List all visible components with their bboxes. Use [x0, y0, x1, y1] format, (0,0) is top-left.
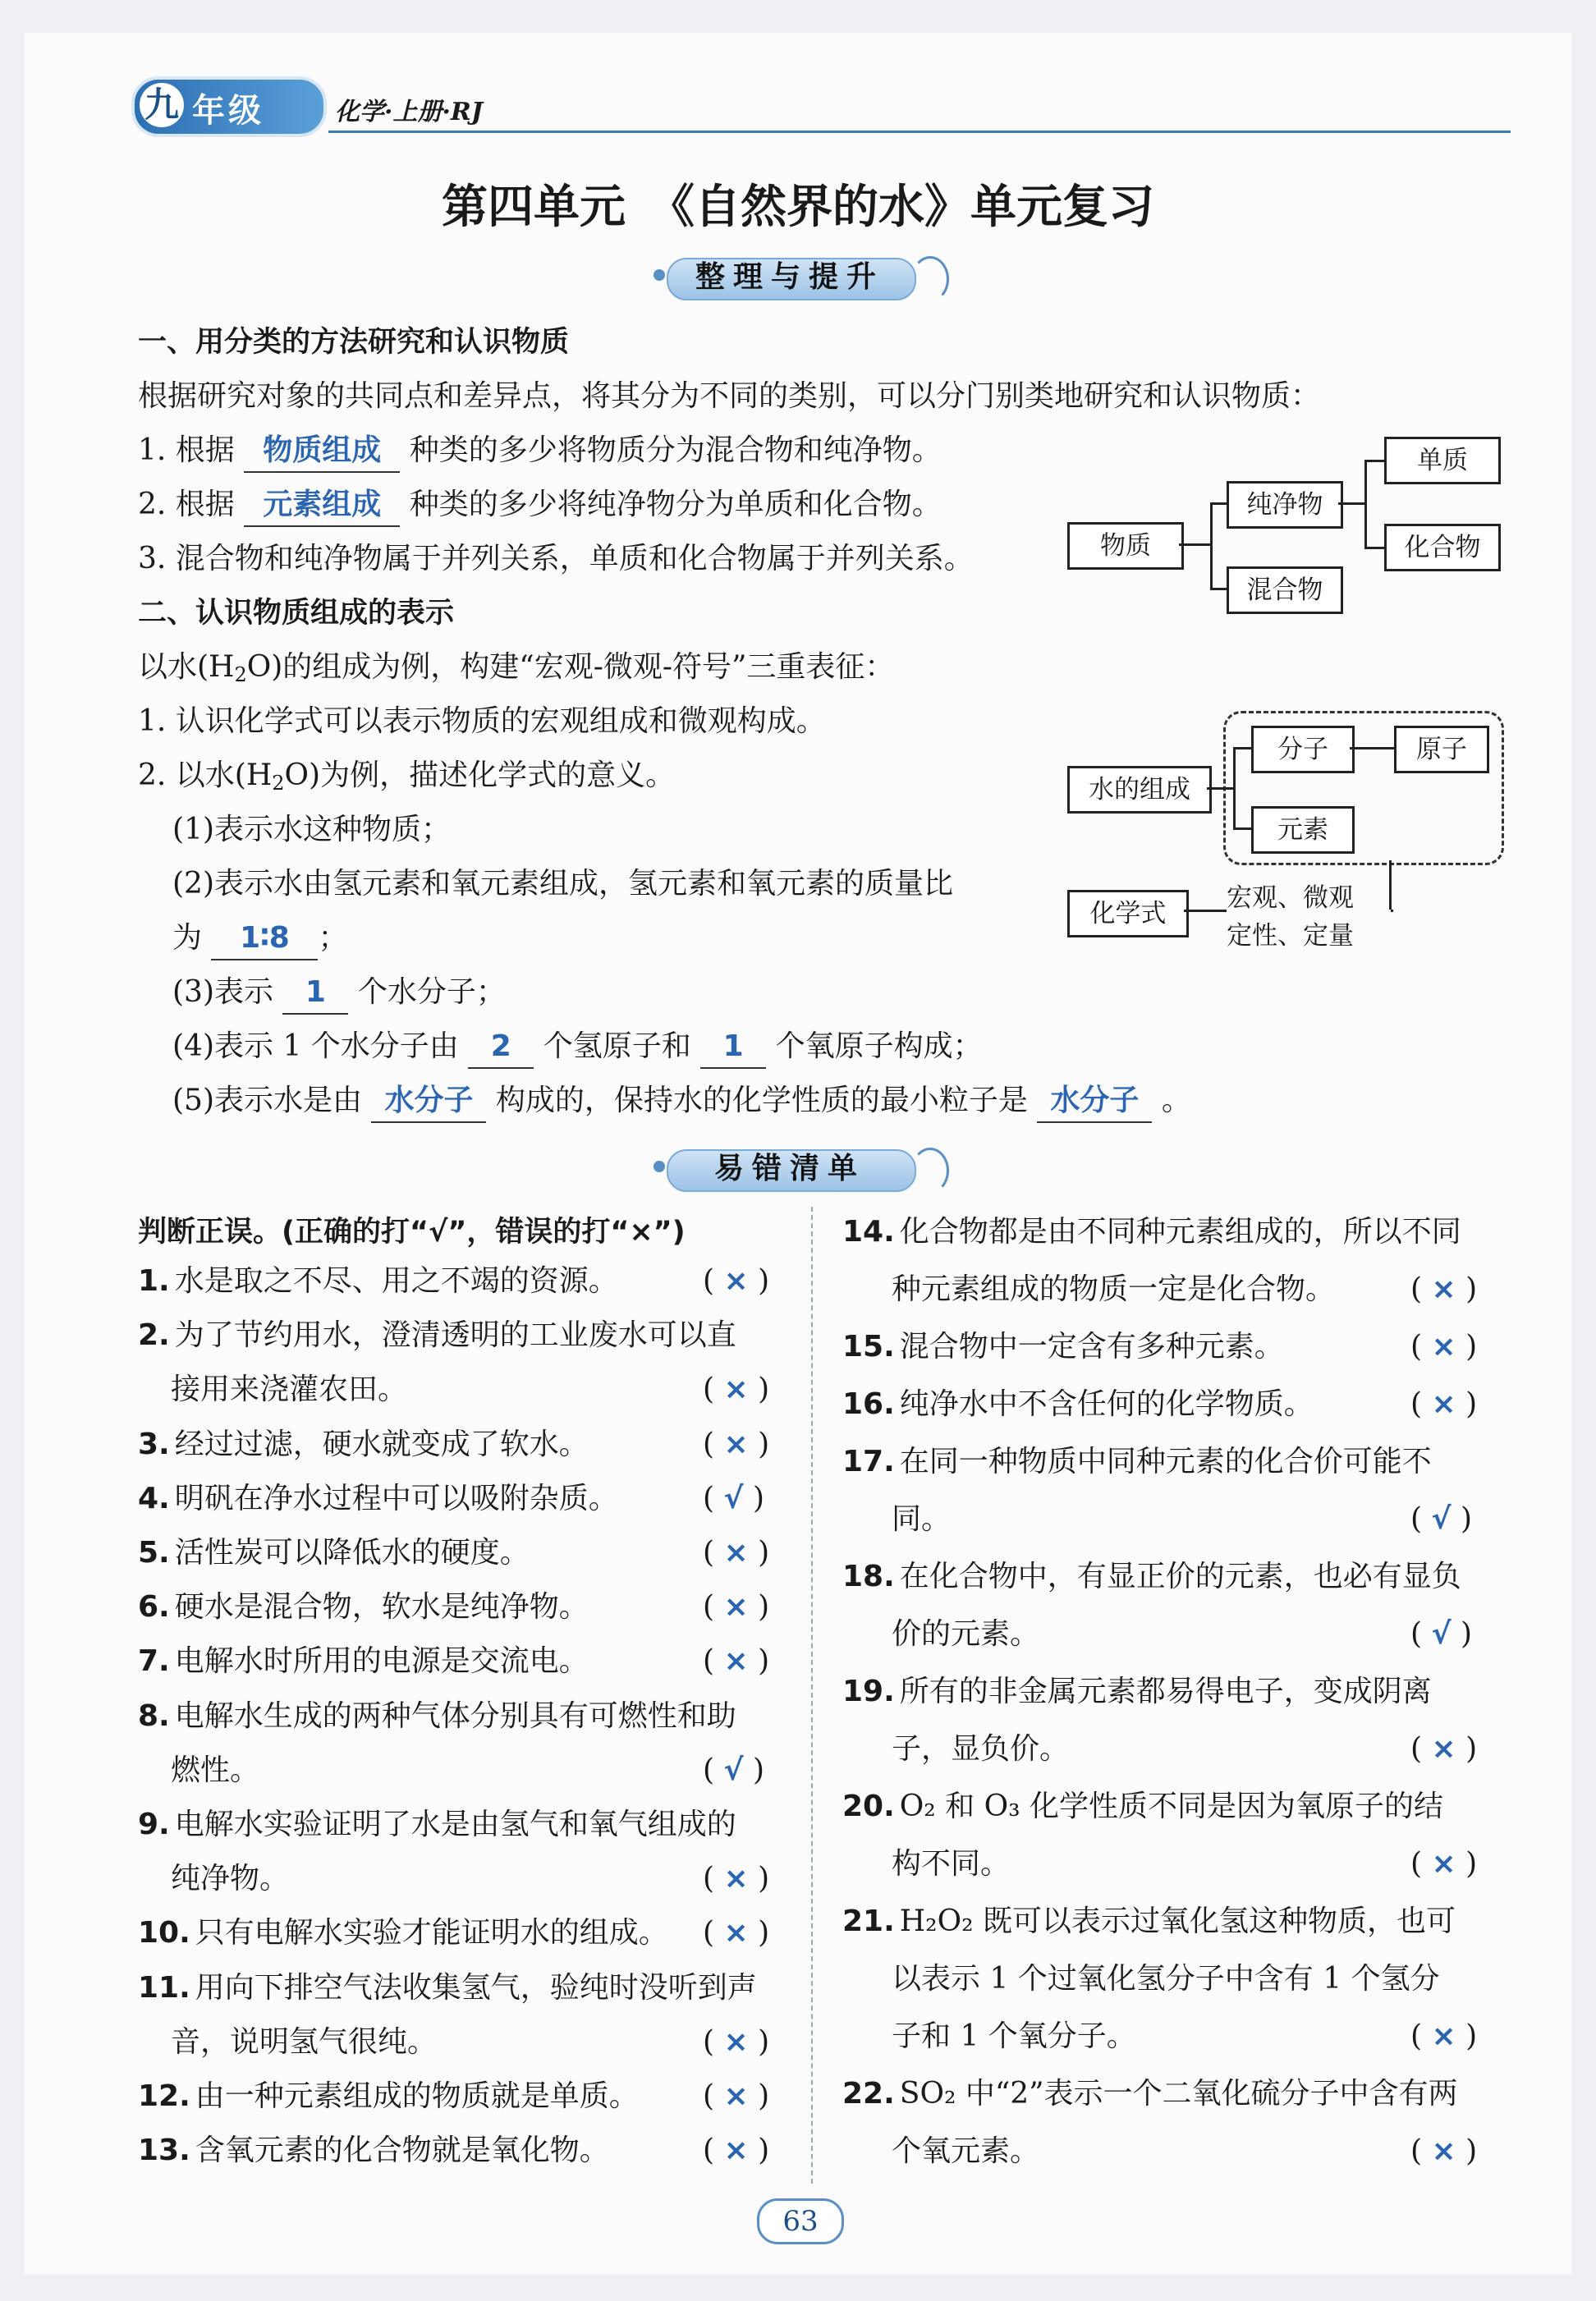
- intro-2: 以水$(H_2O)$的组成为例，构建“宏观-微观-符号”三重表征：: [138, 650, 895, 686]
- item-text-cont: 种元素组成的物质一定是化合物。: [892, 1272, 1336, 1306]
- item-text-cont: 子和 1 个氧分子。: [892, 2019, 1136, 2053]
- answer-mark: [1410, 2131, 1477, 2172]
- point-3: (3)表示 1 个水分子；: [172, 972, 506, 1015]
- node-compound: 化合物: [1384, 524, 1501, 571]
- node-water-composition: 水的组成: [1067, 766, 1212, 814]
- node-formula: 化学式: [1067, 890, 1189, 937]
- paren-close: ): [748, 1590, 770, 1625]
- item-text: 所有的非金属元素都易得电子，变成阴离: [899, 1675, 1432, 1708]
- list-item: [138, 1913, 668, 1954]
- answer-mark: [1410, 2016, 1477, 2057]
- judge-instruction: 判断正误。(正确的打“√”，错误的打“×”): [138, 1216, 686, 1249]
- answer-blank: 元素组成: [244, 484, 400, 527]
- line-1: 1. 根据 物质组成 种类的多少将物质分为混合物和纯净物。: [138, 430, 942, 473]
- paren-open: (: [1410, 1847, 1432, 1881]
- item-text: 水是取之不尽、用之不竭的资源。: [174, 1264, 618, 1298]
- mark-icon: ×: [723, 1427, 749, 1461]
- mark-icon: ×: [723, 1264, 749, 1298]
- list-item: [138, 1424, 589, 1465]
- paren-close: ): [1456, 1387, 1478, 1421]
- item-text: 电解水时所用的电源是交流电。: [174, 1644, 589, 1679]
- point-1: (1)表示水这种物质；: [172, 813, 451, 846]
- item-text-cont: 价的元素。: [892, 1617, 1040, 1651]
- heading-1: 一、用分类的方法研究和认识物质: [138, 326, 570, 359]
- paren-close: ): [748, 1862, 770, 1896]
- paren-open: (: [703, 1862, 724, 1896]
- paren-open: (: [1410, 1502, 1432, 1536]
- mark-icon: ×: [1431, 1330, 1456, 1364]
- paren-close: ): [748, 1916, 770, 1950]
- list-item: [842, 1901, 1456, 1942]
- item-text: 在化合物中，有显正价的元素，也必有显负: [899, 1560, 1461, 1593]
- list-item: [842, 1442, 1432, 1483]
- paren-open: (: [703, 1536, 724, 1570]
- paren-open: (: [703, 2024, 724, 2059]
- connector: [1210, 502, 1227, 505]
- answer-mark: [703, 2022, 769, 2063]
- paren-open: (: [703, 1481, 724, 1515]
- item-number: 2.: [138, 1318, 170, 1353]
- answer-blank: 水分子: [1037, 1080, 1152, 1123]
- ribbon-dot-icon: [654, 1161, 665, 1172]
- paren-close: ): [1451, 1617, 1473, 1651]
- paren-open: (: [1410, 2134, 1432, 2168]
- node-atom: 原子: [1394, 726, 1489, 773]
- point-4: (4)表示 1 个水分子由 2 个氢原子和 1 个氧原子构成；: [172, 1026, 983, 1069]
- connector: [1210, 588, 1227, 590]
- point-5: (5)表示水是由 水分子 构成的，保持水的化学性质的最小粒子是 水分子 。: [172, 1080, 1191, 1123]
- item-text-cont: 个氧元素。: [892, 2134, 1040, 2168]
- item-number: 19.: [842, 1675, 895, 1708]
- paren-close: ): [748, 1264, 770, 1298]
- list-item: [138, 1587, 589, 1628]
- subject-label: 化学·上册·RJ: [335, 98, 484, 126]
- item-number: 3.: [138, 1427, 170, 1461]
- node-element: 元素: [1251, 806, 1355, 854]
- connector: [1207, 787, 1235, 790]
- item-number: 13.: [138, 2134, 190, 2168]
- answer-mark: [703, 1859, 769, 1900]
- list-item: [842, 2074, 1458, 2115]
- answer-mark: [1410, 1327, 1477, 1368]
- paren-open: (: [703, 2134, 724, 2168]
- item-number: 15.: [842, 1330, 895, 1364]
- answer-blank: 1: [282, 972, 348, 1015]
- connector: [1389, 860, 1392, 910]
- node-element-substance: 单质: [1384, 437, 1501, 484]
- paren-close: ): [1456, 1330, 1478, 1364]
- item-text: H₂O₂ 既可以表示过氧化氢这种物质，也可: [899, 1905, 1456, 1938]
- point-2-cont: 为 1∶8 ；: [172, 918, 347, 960]
- answer-mark: [703, 1587, 769, 1628]
- paren-close: ): [748, 2024, 770, 2059]
- item-number: 21.: [842, 1905, 895, 1938]
- answer-mark: [703, 1261, 769, 1302]
- mark-icon: ×: [723, 1590, 749, 1625]
- paren-open: (: [703, 1590, 724, 1625]
- item-text-cont: 音，说明氢气很纯。: [171, 2024, 438, 2059]
- paren-close: ): [748, 1536, 770, 1570]
- mark-icon: ×: [1431, 1272, 1456, 1306]
- mark-icon: ×: [1431, 2134, 1456, 2168]
- paren-close: ): [748, 2079, 770, 2113]
- item-text: 混合物中一定含有多种元素。: [899, 1330, 1284, 1364]
- paren-close: ): [748, 2134, 770, 2168]
- item-text-cont: 燃性。: [171, 1753, 260, 1787]
- item-number: 17.: [842, 1445, 895, 1478]
- answer-blank: 2: [468, 1026, 534, 1069]
- page-header: [131, 70, 1511, 135]
- list-item: [842, 1786, 1443, 1827]
- heading-2: 二、认识物质组成的表示: [138, 597, 455, 630]
- mark-icon: ×: [723, 2134, 749, 2168]
- paren-open: (: [703, 2079, 724, 2113]
- paren-close: ): [1456, 1272, 1478, 1306]
- answer-mark: [703, 1369, 769, 1410]
- item-text: 活性炭可以降低水的硬度。: [174, 1536, 530, 1570]
- point-2: (2)表示水由氢元素和氧元素组成，氢元素和氧元素的质量比: [172, 867, 953, 901]
- mark-icon: √: [723, 1481, 744, 1515]
- item-number: 12.: [138, 2079, 190, 2113]
- paren-close: ): [1456, 2019, 1478, 2053]
- paren-close: ): [748, 1644, 770, 1679]
- item-text: 硬水是混合物，软水是纯净物。: [174, 1590, 589, 1625]
- connector: [1184, 910, 1227, 912]
- mark-icon: ×: [723, 2079, 749, 2113]
- item-number: 7.: [138, 1644, 170, 1679]
- grade-label: 年级: [192, 92, 264, 130]
- item-text: 纯净水中不含任何的化学物质。: [899, 1387, 1314, 1421]
- answer-blank: 1: [700, 1026, 766, 1069]
- item-number: 8.: [138, 1698, 170, 1733]
- meaning-1: 1. 认识化学式可以表示物质的宏观组成和微观构成。: [138, 704, 826, 738]
- mark-icon: ×: [1431, 1732, 1456, 1766]
- list-item: [842, 1556, 1461, 1597]
- item-text: 只有电解水实验才能证明水的组成。: [195, 1916, 668, 1950]
- list-item: [138, 1533, 530, 1574]
- answer-mark: [1410, 1614, 1472, 1655]
- item-text: O₂ 和 O₃ 化学性质不同是因为氧原子的结: [899, 1790, 1444, 1823]
- answer-mark: [703, 1478, 764, 1519]
- answer-blank: 物质组成: [244, 430, 400, 473]
- answer-blank: 1∶8: [211, 918, 318, 960]
- mark-icon: ×: [1431, 1387, 1456, 1421]
- paren-open: (: [1410, 1387, 1432, 1421]
- connector: [1179, 543, 1212, 546]
- mark-icon: ×: [1431, 2019, 1456, 2053]
- paren-open: (: [1410, 1330, 1432, 1364]
- connector: [1210, 502, 1213, 589]
- item-text-cont: 接用来浇灌农田。: [171, 1373, 408, 1407]
- item-text-cont: 同。: [892, 1502, 952, 1536]
- ribbon-dot-icon: [654, 269, 665, 281]
- answer-mark: [703, 1424, 769, 1465]
- paren-open: (: [703, 1644, 724, 1679]
- item-number: 16.: [842, 1387, 895, 1421]
- answer-mark: [703, 1641, 769, 1682]
- connector: [1233, 827, 1251, 830]
- meaning-2: 2. 以水$(H_2O)$为例，描述化学式的意义。: [138, 759, 676, 795]
- node-molecule: 分子: [1251, 726, 1355, 773]
- header-rule: [328, 131, 1511, 133]
- item-text: 电解水生成的两种气体分别具有可燃性和助: [174, 1698, 736, 1733]
- connector: [1364, 460, 1384, 462]
- item-text: 含氧元素的化合物就是氧化物。: [195, 2134, 609, 2168]
- connector: [1233, 747, 1236, 829]
- paren-close: ): [1456, 2134, 1478, 2168]
- mark-icon: √: [723, 1753, 744, 1787]
- ribbon-swirl-icon: [911, 1148, 949, 1194]
- item-text: 化合物都是由不同种元素组成的，所以不同: [899, 1215, 1461, 1249]
- label-macro-micro: 宏观、微观: [1227, 883, 1354, 913]
- page-number: 63: [757, 2198, 844, 2244]
- paren-open: (: [1410, 1272, 1432, 1306]
- paren-open: (: [703, 1264, 724, 1298]
- list-item: [138, 2076, 639, 2117]
- item-number: 5.: [138, 1536, 170, 1570]
- label-qual-quant: 定性、定量: [1227, 921, 1354, 951]
- item-number: 4.: [138, 1481, 170, 1515]
- list-item: [842, 1384, 1314, 1425]
- list-item: [138, 1696, 736, 1737]
- answer-mark: [703, 1750, 764, 1791]
- paren-open: (: [703, 1753, 724, 1787]
- item-text: 明矾在净水过程中可以吸附杂质。: [174, 1481, 618, 1515]
- answer-mark: [1410, 1844, 1477, 1885]
- line-3: 3. 混合物和纯净物属于并列关系，单质和化合物属于并列关系。: [138, 542, 974, 575]
- column-divider: [811, 1207, 813, 2184]
- connector: [1350, 747, 1394, 749]
- list-item: [138, 1261, 618, 1302]
- intro-text: 根据研究对象的共同点和差异点，将其分为不同的类别，可以分门别类地研究和认识物质：: [138, 379, 1321, 413]
- item-text: 为了节约用水，澄清透明的工业废水可以直: [174, 1318, 736, 1353]
- answer-mark: [703, 2130, 769, 2171]
- list-item: [138, 2130, 609, 2171]
- item-number: 6.: [138, 1590, 170, 1625]
- list-item: [842, 1327, 1284, 1368]
- item-number: 1.: [138, 1264, 170, 1298]
- list-item: [842, 1212, 1461, 1253]
- mark-icon: ×: [723, 1644, 749, 1679]
- section-ribbon-review: [650, 253, 946, 302]
- item-text: 用向下排空气法收集氢气，验纯时没听到声: [195, 1970, 757, 2005]
- paren-open: (: [1410, 2019, 1432, 2053]
- paren-open: (: [703, 1916, 724, 1950]
- answer-mark: [1410, 1269, 1477, 1310]
- page-title: 第四单元 《自然界的水》单元复习: [442, 180, 1154, 234]
- paren-close: ): [743, 1481, 765, 1515]
- connector: [1338, 502, 1366, 505]
- list-item: [138, 1315, 736, 1356]
- item-text: 由一种元素组成的物质就是单质。: [195, 2079, 639, 2113]
- mark-icon: √: [1431, 1617, 1452, 1651]
- list-item: [138, 1641, 589, 1682]
- answer-mark: [1410, 1499, 1472, 1540]
- connector: [1233, 747, 1251, 749]
- answer-mark: [703, 1913, 769, 1954]
- mark-icon: √: [1431, 1502, 1452, 1536]
- item-number: 14.: [842, 1215, 895, 1249]
- item-text-cont: 以表示 1 个过氧化氢分子中含有 1 个氢分: [892, 1962, 1440, 1996]
- item-number: 20.: [842, 1790, 895, 1823]
- paren-open: (: [703, 1373, 724, 1407]
- list-item: [138, 1968, 757, 2009]
- item-number: 18.: [842, 1560, 895, 1593]
- mark-icon: ×: [723, 2024, 749, 2059]
- connector: [1364, 547, 1384, 549]
- item-text: 经过过滤，硬水就变成了软水。: [174, 1427, 589, 1461]
- paren-close: ): [748, 1373, 770, 1407]
- item-text-cont: 子，显负价。: [892, 1732, 1070, 1766]
- item-number: 9.: [138, 1808, 170, 1841]
- mark-icon: ×: [723, 1536, 749, 1570]
- node-mixture: 混合物: [1227, 566, 1343, 614]
- mark-icon: ×: [723, 1373, 749, 1407]
- paren-close: ): [1451, 1502, 1473, 1536]
- paren-open: (: [703, 1427, 724, 1461]
- grade-badge: [131, 76, 327, 137]
- answer-blank: 水分子: [371, 1080, 486, 1123]
- answer-mark: [1410, 1729, 1477, 1770]
- connector: [1364, 460, 1367, 548]
- item-number: 10.: [138, 1916, 190, 1950]
- line-2: 2. 根据 元素组成 种类的多少将纯净物分为单质和化合物。: [138, 484, 942, 527]
- item-number: 11.: [138, 1970, 190, 2005]
- mark-icon: ×: [1431, 1847, 1456, 1881]
- paren-close: ): [743, 1753, 765, 1787]
- paren-close: ): [1456, 1732, 1478, 1766]
- item-text: 电解水实验证明了水是由氢气和氧气组成的: [174, 1808, 736, 1841]
- list-item: [138, 1478, 618, 1519]
- connector: [1391, 910, 1393, 912]
- paren-open: (: [1410, 1732, 1432, 1766]
- paren-close: ): [748, 1427, 770, 1461]
- item-text: 在同一种物质中同种元素的化合价可能不: [899, 1445, 1432, 1478]
- ribbon-text: 整理与提升: [695, 260, 884, 294]
- answer-mark: [1410, 1384, 1477, 1425]
- answer-mark: [703, 2076, 769, 2117]
- mark-icon: ×: [723, 1916, 749, 1950]
- grade-nine: 九: [140, 83, 184, 127]
- mark-icon: ×: [723, 1862, 749, 1896]
- paren-close: ): [1456, 1847, 1478, 1881]
- ribbon-swirl-icon: [911, 256, 949, 302]
- list-item: [842, 1671, 1432, 1712]
- node-pure: 纯净物: [1227, 481, 1343, 529]
- item-text: SO₂ 中“2”表示一个二氧化硫分子中含有两: [899, 2077, 1458, 2111]
- node-substance: 物质: [1067, 522, 1184, 570]
- ribbon-text: 易错清单: [713, 1152, 865, 1185]
- answer-mark: [703, 1533, 769, 1574]
- section-ribbon-mistakes: [650, 1144, 946, 1194]
- item-text-cont: 纯净物。: [171, 1862, 290, 1896]
- list-item: [138, 1804, 736, 1845]
- paren-open: (: [1410, 1617, 1432, 1651]
- item-number: 22.: [842, 2077, 895, 2111]
- item-text-cont: 构不同。: [892, 1847, 1011, 1881]
